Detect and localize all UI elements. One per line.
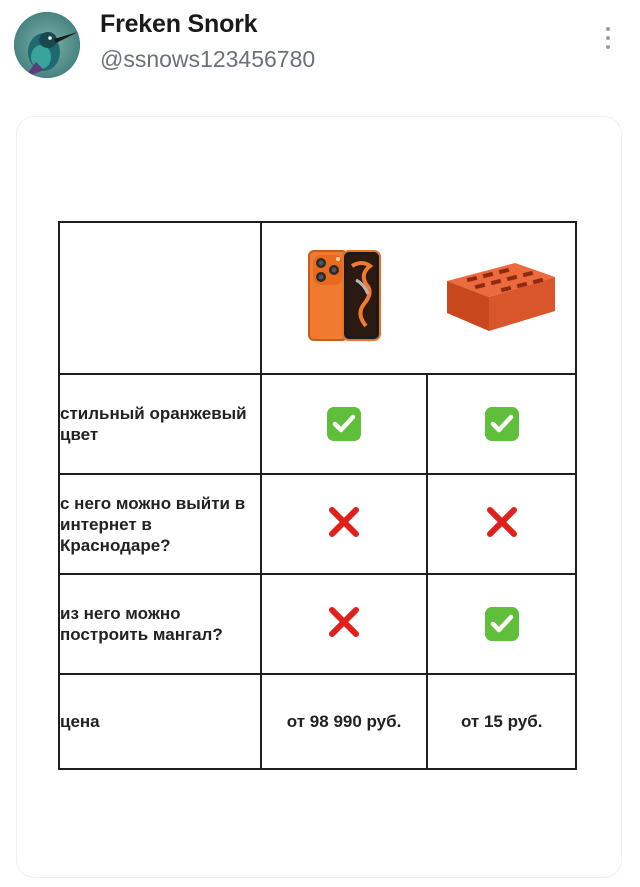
- row-label: из него можно построить мангал?: [59, 574, 261, 674]
- table-row: [59, 374, 576, 474]
- cross-mark-icon: [327, 605, 361, 644]
- row-label: цена: [59, 674, 261, 769]
- comparison-table: [58, 221, 577, 770]
- hummingbird-avatar-icon: [14, 12, 80, 78]
- author-name[interactable]: Freken Snork: [100, 10, 258, 38]
- table-row: [59, 674, 576, 769]
- row-label: с него можно выйти в интернет в Краснодаре?: [59, 474, 261, 574]
- avatar[interactable]: [14, 12, 80, 78]
- brick-header-cell: [427, 222, 576, 374]
- phone-check-cell: [261, 374, 428, 474]
- orange-smartphone-image: [308, 250, 382, 347]
- cross-mark-icon: [485, 505, 519, 544]
- phone-cross-cell: [261, 574, 428, 674]
- table-row: [59, 574, 576, 674]
- cross-mark-icon: [327, 505, 361, 544]
- author-handle[interactable]: @ssnows123456780: [100, 46, 316, 72]
- check-mark-icon: [485, 407, 519, 441]
- brick-check-cell: [427, 374, 576, 474]
- table-row: [59, 474, 576, 574]
- phone-header-cell: [261, 222, 428, 374]
- brick-price: от 15 руб.: [427, 674, 576, 769]
- phone-price: от 98 990 руб.: [261, 674, 428, 769]
- check-mark-icon: [327, 407, 361, 441]
- brick-image: [445, 259, 557, 338]
- table-header-row: [59, 222, 576, 374]
- empty-header-cell: [59, 222, 261, 374]
- brick-check-cell: [427, 574, 576, 674]
- row-label: стильный оранжевый цвет: [59, 374, 261, 474]
- check-mark-icon: [485, 607, 519, 641]
- brick-cross-cell: [427, 474, 576, 574]
- more-vertical-icon[interactable]: [598, 24, 618, 52]
- phone-cross-cell: [261, 474, 428, 574]
